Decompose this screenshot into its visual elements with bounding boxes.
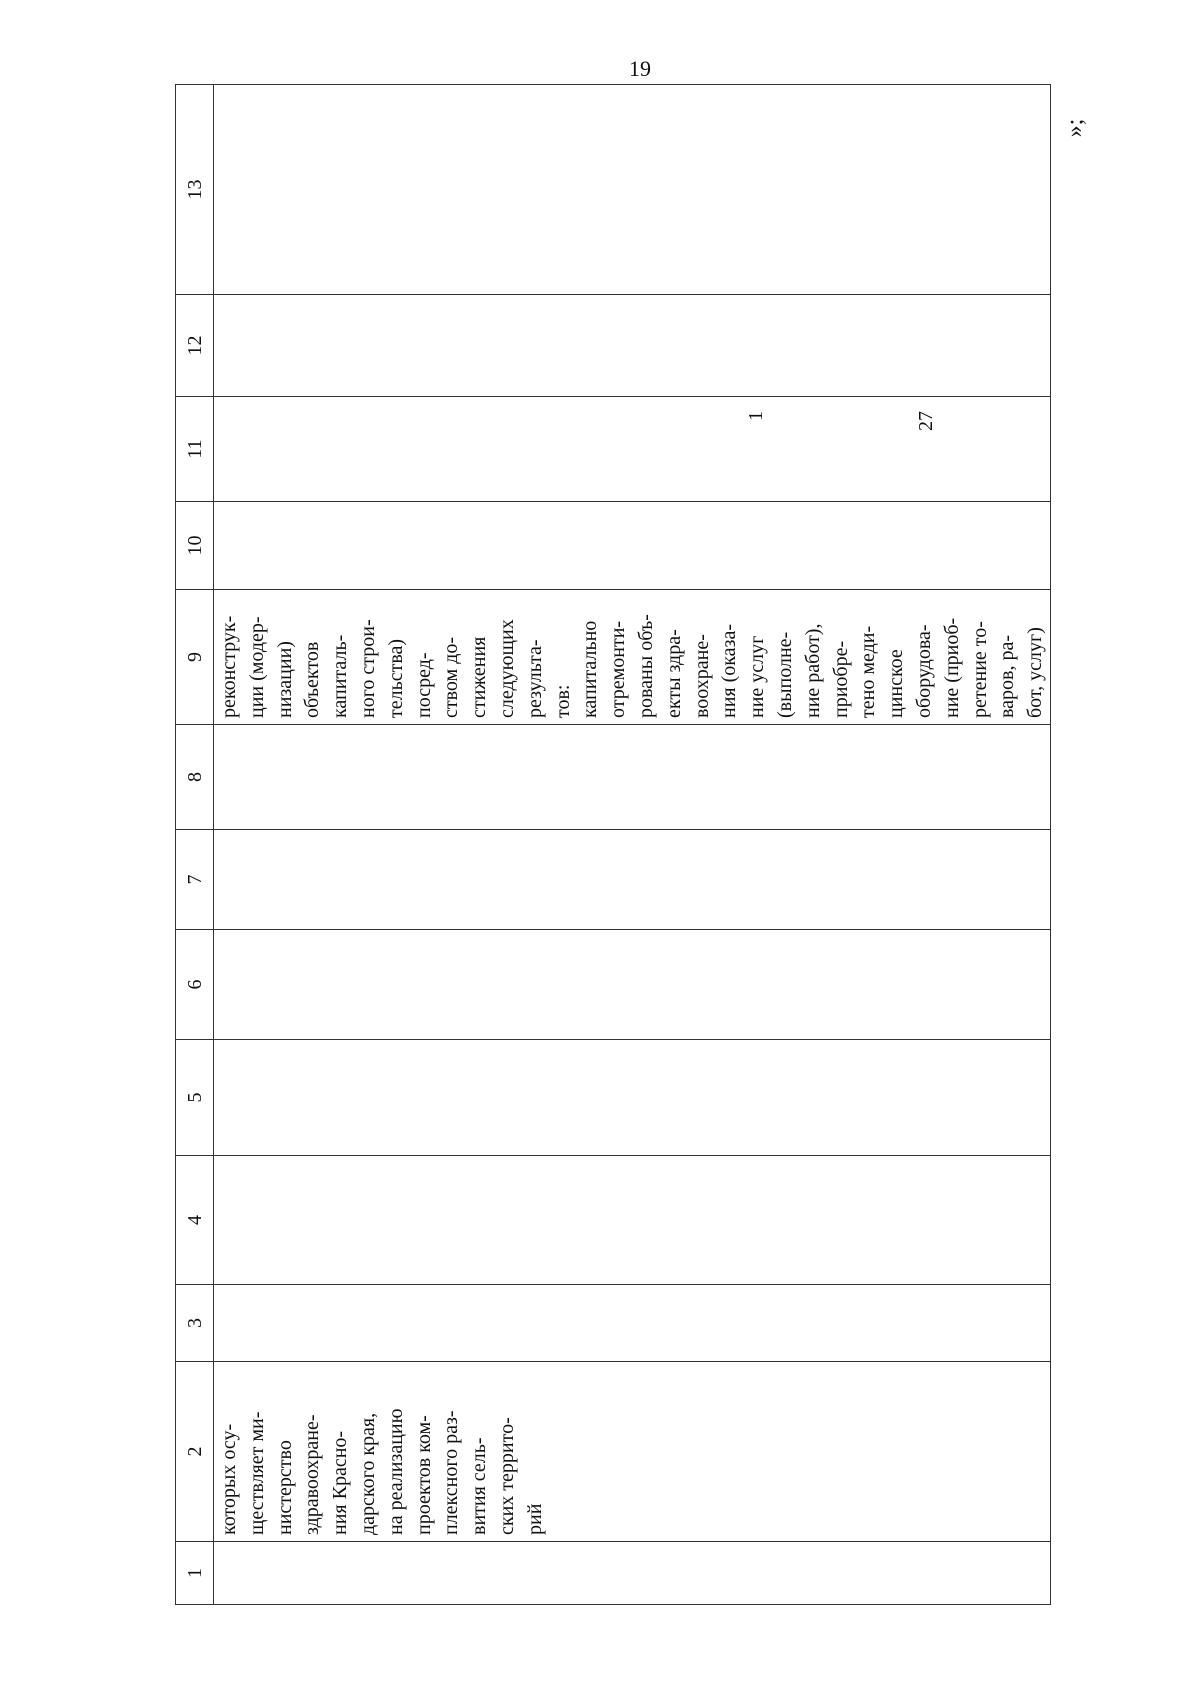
- text-line: плексного раз-: [440, 1410, 463, 1535]
- column-number-5: 5: [176, 1040, 214, 1156]
- cell-col-10: [214, 502, 1051, 590]
- column-number-2: 2: [176, 1362, 214, 1542]
- text-line: ции (модер-: [245, 616, 268, 718]
- text-line: низации): [273, 641, 296, 718]
- text-line: дарского края,: [356, 1412, 379, 1535]
- text-line: капитально: [579, 620, 602, 718]
- column-number-6: 6: [176, 930, 214, 1040]
- column-number-3: 3: [176, 1285, 214, 1362]
- col2-text: [214, 1362, 550, 1541]
- rotated-table-frame: [175, 85, 1050, 1605]
- cell-col-13: [214, 85, 1051, 295]
- cell-col-11: [214, 397, 1051, 502]
- column-number-4: 4: [176, 1156, 214, 1285]
- text-line: тов:: [551, 684, 574, 718]
- text-line: рий: [523, 1503, 546, 1535]
- column-number-13: 13: [176, 85, 214, 295]
- text-line: (выполне-: [773, 631, 796, 718]
- col11-value-2: 27: [915, 411, 937, 431]
- closing-quote-mark: »;: [1062, 118, 1088, 138]
- text-line: ния Красно-: [329, 1430, 352, 1535]
- text-line: тельства): [384, 638, 407, 718]
- text-line: ретение то-: [968, 621, 991, 718]
- cell-col-3: [214, 1285, 1051, 1362]
- column-number-12: 12: [176, 295, 214, 397]
- text-line: проектов ком-: [412, 1415, 435, 1535]
- text-line: варов, ра-: [996, 634, 1019, 718]
- column-number-8: 8: [176, 725, 214, 830]
- cell-col-2: [214, 1362, 1051, 1542]
- cell-col-8: [214, 725, 1051, 830]
- text-line: ществляет ми-: [245, 1411, 268, 1535]
- text-line: реконструк-: [218, 615, 240, 718]
- text-line: ния (оказа-: [718, 624, 741, 718]
- rotated-table-sheet: [175, 85, 1050, 1605]
- column-number-row: [176, 85, 214, 1605]
- text-line: ного строи-: [356, 619, 379, 718]
- results-table: [175, 84, 1051, 1605]
- column-number-9: 9: [176, 590, 214, 725]
- text-line: ние работ),: [801, 623, 824, 718]
- text-line: на реализацию: [384, 1408, 407, 1535]
- text-line: тено меди-: [857, 625, 880, 718]
- cell-col-1: [214, 1542, 1051, 1605]
- text-line: приобре-: [829, 640, 852, 718]
- cell-col-7: [214, 830, 1051, 930]
- text-line: воохране-: [690, 634, 713, 718]
- text-line: цинское: [885, 649, 908, 718]
- text-line: которых осу-: [218, 1423, 240, 1535]
- text-line: отремонти-: [607, 620, 630, 718]
- text-line: рованы объ-: [634, 614, 657, 718]
- text-line: ние услуг: [746, 635, 769, 718]
- text-line: стижения: [468, 636, 491, 718]
- text-line: результа-: [523, 639, 546, 718]
- cell-col-12: [214, 295, 1051, 397]
- text-line: вития сель-: [468, 1437, 491, 1535]
- text-line: здравоохране-: [301, 1414, 324, 1535]
- text-line: ние (приоб-: [940, 617, 963, 718]
- column-number-1: 1: [176, 1542, 214, 1605]
- page-number: 19: [629, 56, 651, 81]
- cell-col-4: [214, 1156, 1051, 1285]
- column-number-7: 7: [176, 830, 214, 930]
- text-line: бот, услуг): [1024, 627, 1047, 718]
- text-line: посред-: [412, 652, 435, 718]
- table-row: [214, 85, 1051, 1605]
- column-number-11: 11: [176, 397, 214, 502]
- text-line: капиталь-: [329, 634, 352, 718]
- text-line: екты здра-: [662, 629, 685, 718]
- text-line: ством до-: [440, 636, 463, 718]
- col9-text: [214, 590, 1050, 724]
- cell-col-9: [214, 590, 1051, 725]
- text-line: оборудова-: [912, 624, 935, 718]
- cell-col-6: [214, 930, 1051, 1040]
- text-line: нистерство: [273, 1440, 296, 1535]
- column-number-10: 10: [176, 502, 214, 590]
- text-line: объектов: [301, 641, 324, 718]
- text-line: ских террито-: [495, 1417, 518, 1535]
- cell-col-5: [214, 1040, 1051, 1156]
- col11-value-1: 1: [745, 411, 767, 421]
- text-line: следующих: [495, 619, 518, 718]
